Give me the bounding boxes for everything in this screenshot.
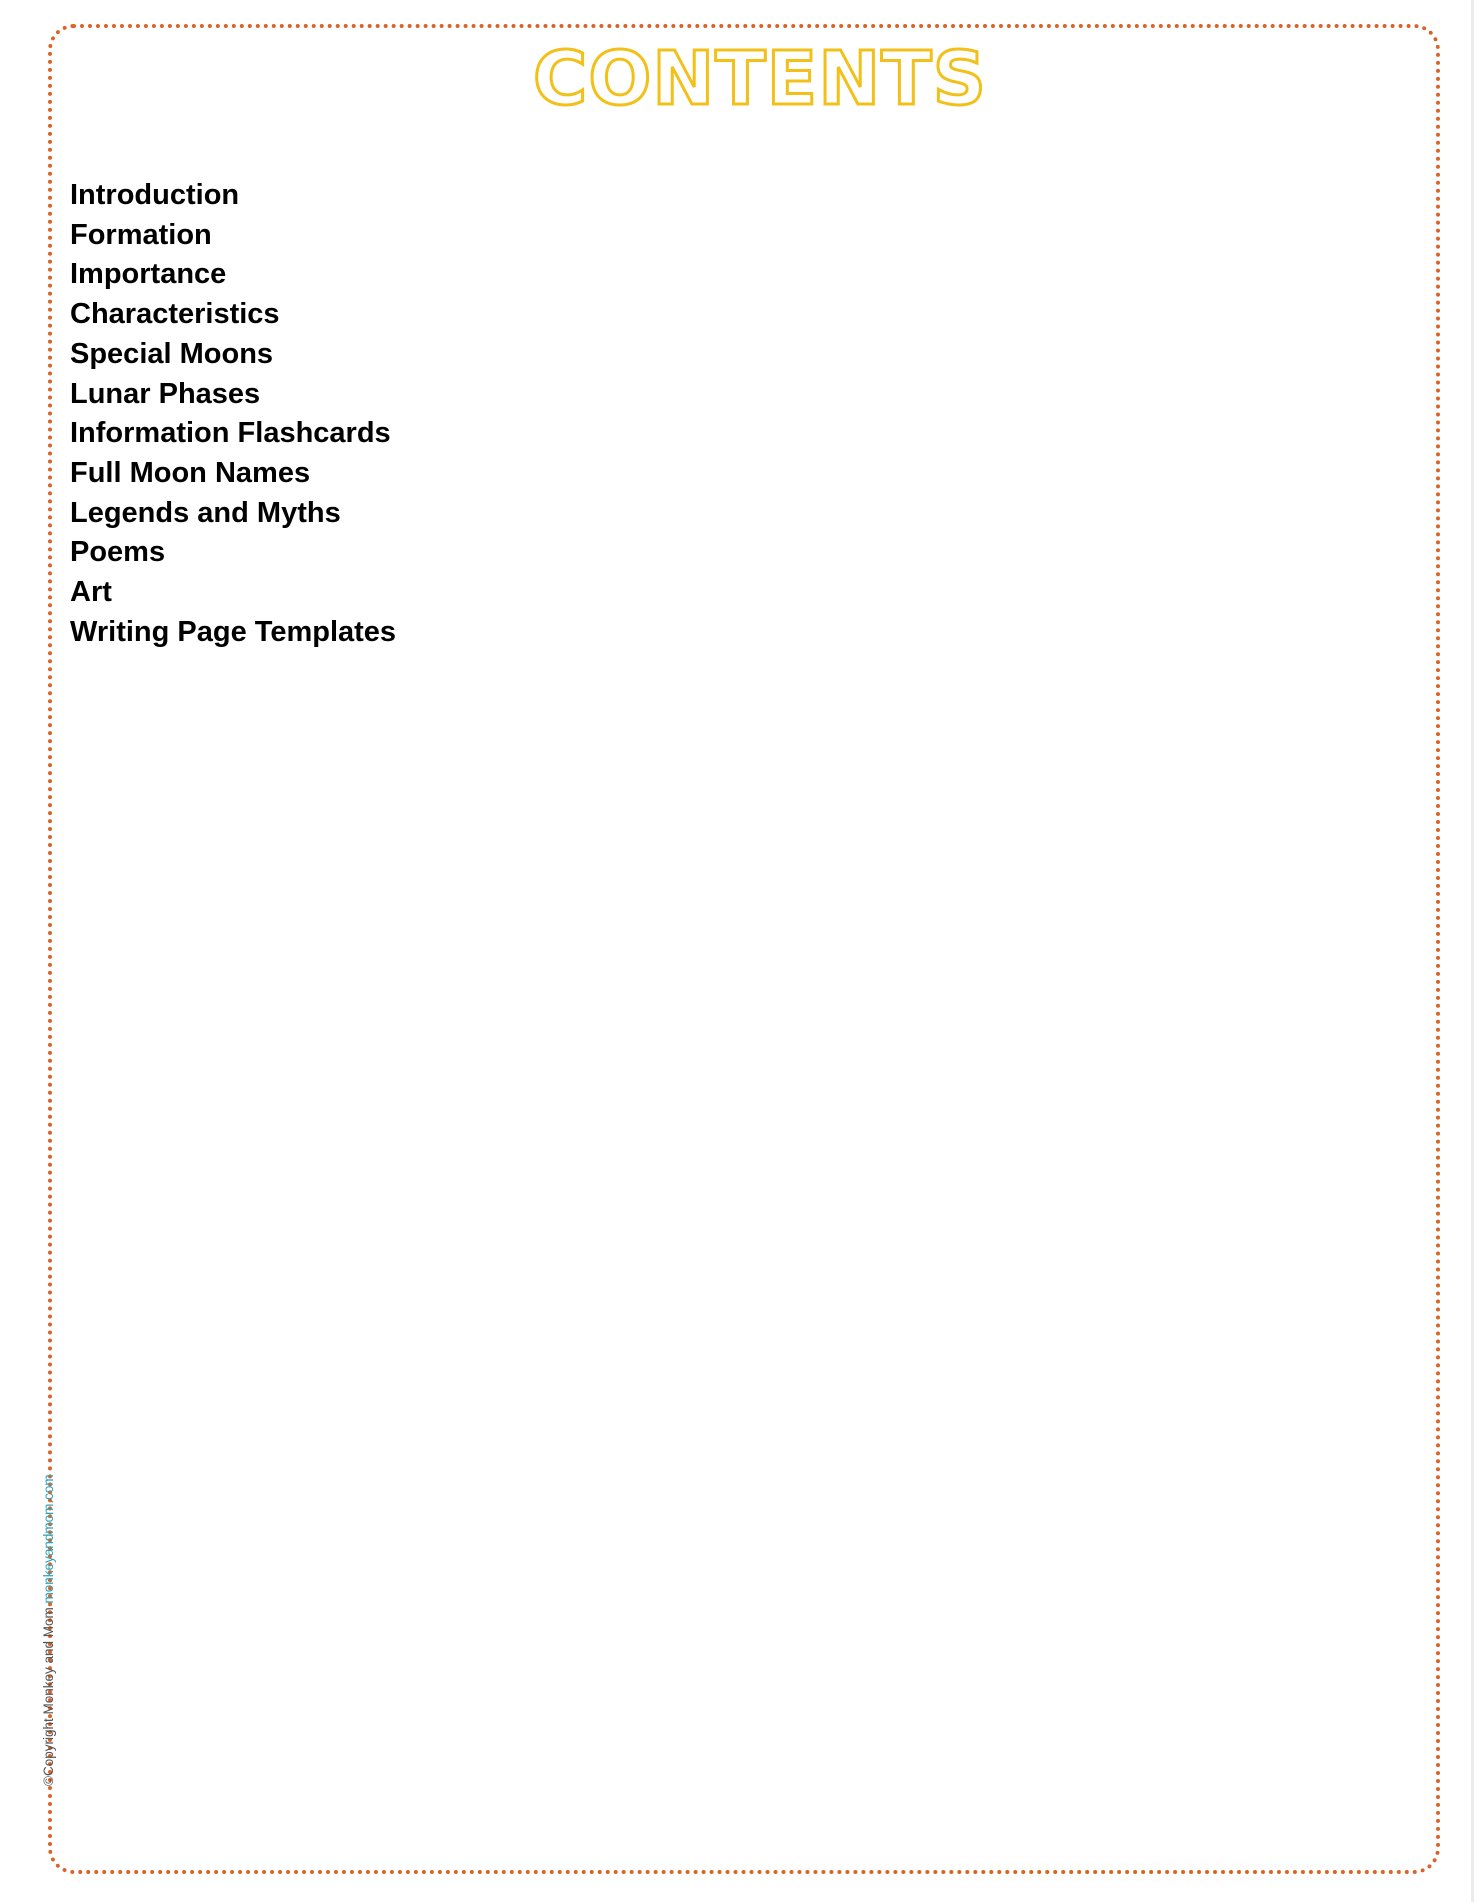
toc-item-poems: Poems [70,536,166,569]
copyright-notice [41,1474,56,1786]
toc-item-full-moon-names: Full Moon Names [70,456,311,489]
toc-item-special-moons: Special Moons [70,337,274,370]
toc-item-introduction: Introduction [70,179,240,211]
toc-item-art: Art [70,576,112,609]
toc-item-formation: Formation [70,218,212,251]
website-link[interactable]: monkeyandmom.com [41,1474,56,1604]
page-title: CONTENTS [533,36,987,122]
toc-item-writing-page-templates: Writing Page Templates [70,615,397,648]
table-of-contents [70,176,396,652]
toc-item-legends-and-myths: Legends and Myths [70,496,341,529]
toc-item-importance: Importance [70,258,227,291]
copyright-text: ©Copyright Monkey and Mom [41,1607,56,1786]
toc-item-lunar-phases: Lunar Phases [70,377,261,410]
toc-item-characteristics: Characteristics [70,298,280,331]
toc-item-information-flashcards: Information Flashcards [70,417,391,450]
